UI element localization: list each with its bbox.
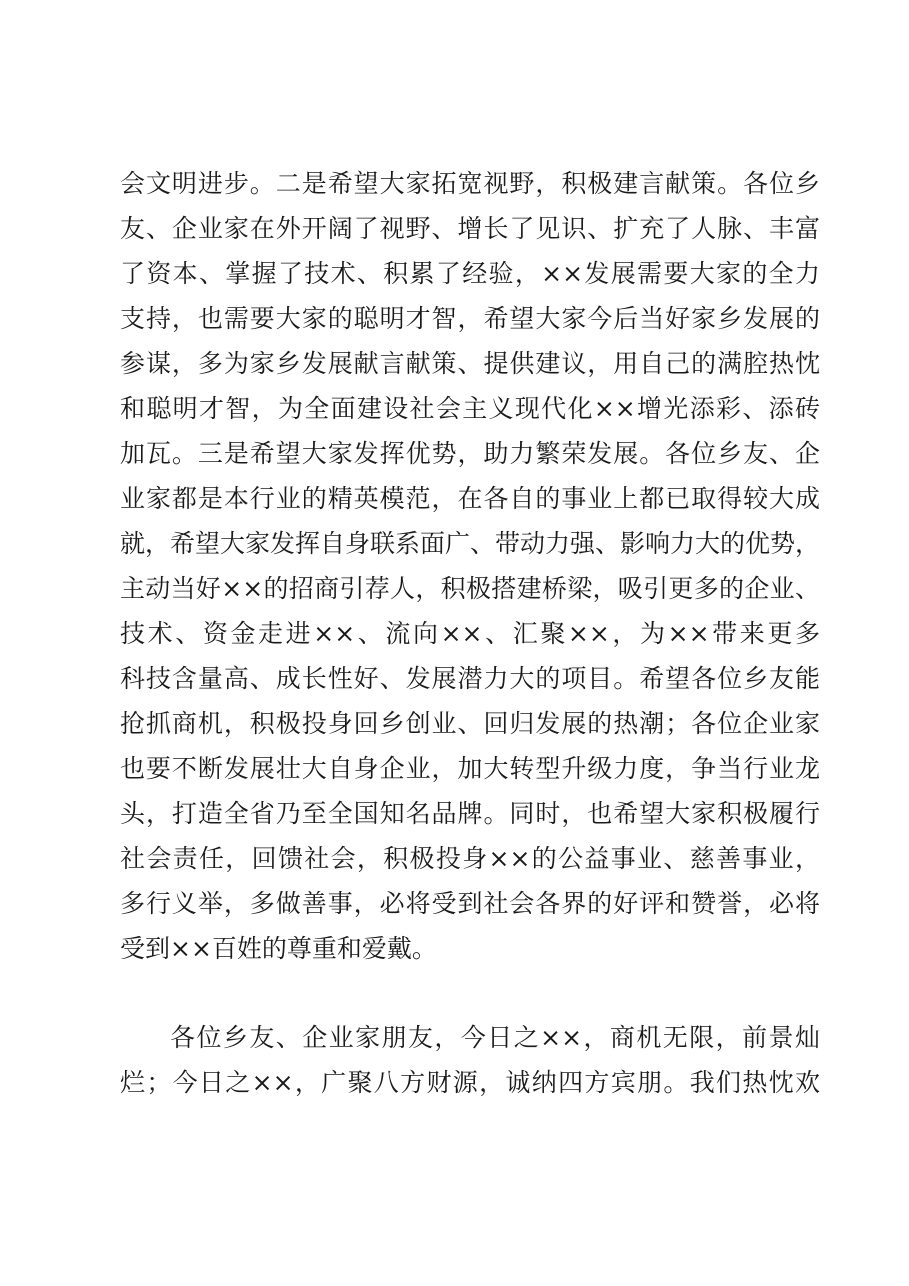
text-line: 和聪明才智，为全面建设社会主义现代化××增光添彩、添砖 xyxy=(120,394,820,423)
text-line: 会文明进步。二是希望大家拓宽视野，积极建言献策。各位乡 xyxy=(120,169,820,198)
text-line: 支持，也需要大家的聪明才智，希望大家今后当好家乡发展的 xyxy=(120,304,820,333)
text-line: 技术、资金走进××、流向××、汇聚××，为××带来更多 xyxy=(120,619,820,648)
text-line: 业家都是本行业的精英模范，在各自的事业上都已取得较大成 xyxy=(120,484,820,513)
text-line: 友、企业家在外开阔了视野、增长了见识、扩充了人脉、丰富 xyxy=(120,214,820,243)
text-line: 加瓦。三是希望大家发挥优势，助力繁荣发展。各位乡友、企 xyxy=(120,439,820,468)
text-line: 参谋，多为家乡发展献言献策、提供建议，用自己的满腔热忱 xyxy=(120,349,820,378)
text-line: 各位乡友、企业家朋友，今日之××，商机无限，前景灿 xyxy=(170,1023,820,1052)
text-line: 社会责任，回馈社会，积极投身××的公益事业、慈善事业， xyxy=(120,844,820,873)
text-line: 科技含量高、成长性好、发展潜力大的项目。希望各位乡友能 xyxy=(120,664,820,693)
text-line: 受到××百姓的尊重和爱戴。 xyxy=(120,934,437,963)
text-line: 也要不断发展壮大自身企业，加大转型升级力度，争当行业龙 xyxy=(120,754,820,783)
text-line: 多行义举，多做善事，必将受到社会各界的好评和赞誉，必将 xyxy=(120,889,820,918)
text-line: 抢抓商机，积极投身回乡创业、回归发展的热潮；各位企业家 xyxy=(120,709,820,738)
text-line: 烂；今日之××，广聚八方财源，诚纳四方宾朋。我们热忱欢 xyxy=(120,1068,820,1097)
text-line: 了资本、掌握了技术、积累了经验，××发展需要大家的全力 xyxy=(120,259,820,288)
text-line: 主动当好××的招商引荐人，积极搭建桥梁，吸引更多的企业、 xyxy=(120,574,820,603)
text-line: 头，打造全省乃至全国知名品牌。同时，也希望大家积极履行 xyxy=(120,799,820,828)
text-line: 就，希望大家发挥自身联系面广、带动力强、影响力大的优势， xyxy=(120,529,821,558)
